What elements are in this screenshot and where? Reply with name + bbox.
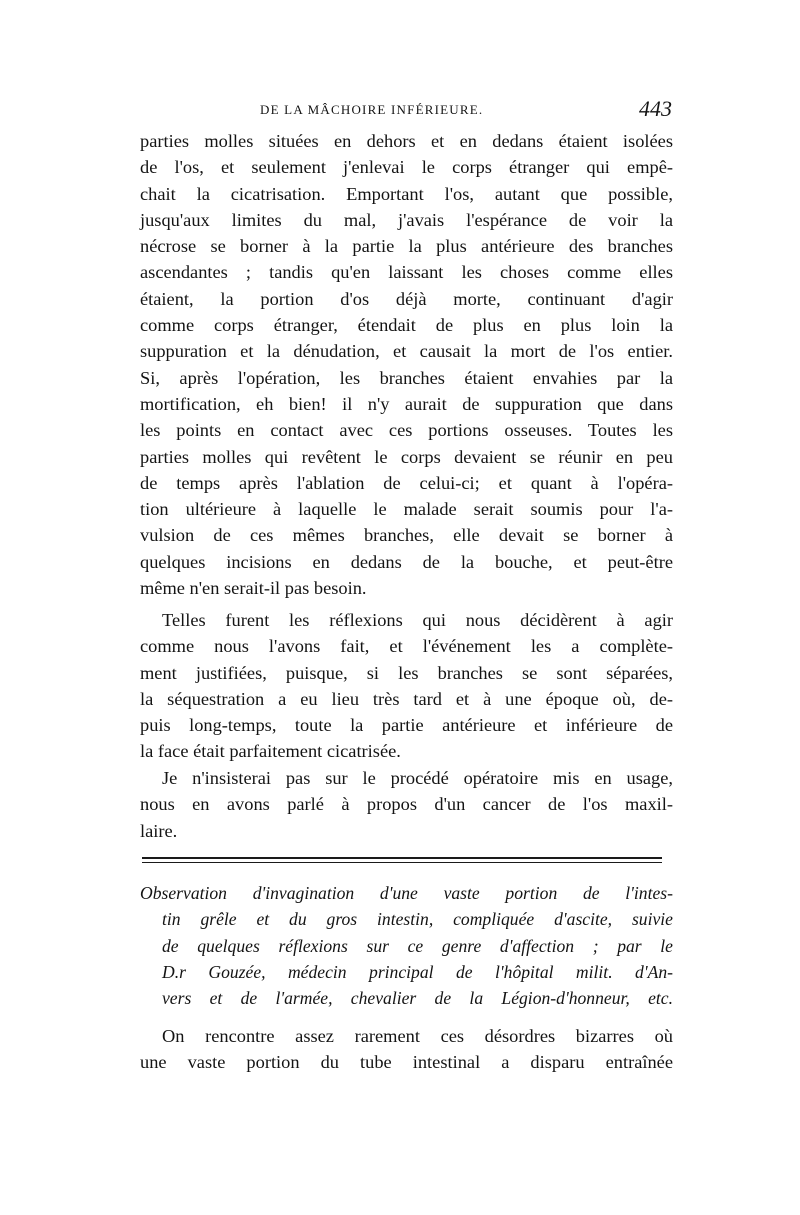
text-line: comme corps étranger, étendait de plus en plus loin la bbox=[140, 315, 673, 336]
observation-heading bbox=[140, 880, 673, 1011]
text-line: la face était parfaitement cicatrisée. bbox=[140, 741, 401, 762]
text-line: chait la cicatrisation. Emportant l'os, autant que possible, bbox=[140, 183, 673, 204]
text-line: de temps après l'ablation de celui-ci; et quant à l'opéra- bbox=[140, 472, 673, 493]
text-line: ment justifiées, puisque, si les branches se sont séparées, bbox=[140, 662, 673, 683]
text-line: les points en contact avec ces portions osseuses. Toutes les bbox=[140, 420, 673, 441]
paragraph-3 bbox=[140, 765, 673, 844]
text-line: nécrose se borner à la partie la plus antérieure des branches bbox=[140, 236, 673, 257]
text-line: une vaste portion du tube intestinal a disparu entraînée bbox=[140, 1052, 673, 1073]
running-head bbox=[132, 96, 672, 126]
text-line: Telles furent les réflexions qui nous décidèrent à agir bbox=[162, 610, 673, 630]
text-line: laire. bbox=[140, 820, 178, 841]
text-line: jusqu'aux limites du mal, j'avais l'espérance de voir la bbox=[140, 209, 673, 230]
text-line: puis long-temps, toute la partie antérieure et inférieure de bbox=[140, 715, 673, 736]
text-line: la séquestration a eu lieu très tard et à une époque où, de- bbox=[140, 688, 673, 709]
text-line: même n'en serait-il pas besoin. bbox=[140, 578, 367, 599]
section-separator bbox=[142, 857, 662, 865]
text-line: On rencontre assez rarement ces désordres bizarres où bbox=[162, 1026, 673, 1046]
text-line: mortification, eh bien! il n'y aurait de suppuration que dans bbox=[140, 393, 673, 414]
heading-line: Observation d'invagination d'une vaste portion de l'intes- bbox=[140, 883, 673, 903]
text-line: comme nous l'avons fait, et l'événement les a complète- bbox=[140, 636, 673, 657]
text-line: vulsion de ces mêmes branches, elle devait se borner à bbox=[140, 525, 673, 546]
heading-line: de quelques réflexions sur ce genre d'affection ; par le bbox=[162, 935, 673, 956]
text-line: ascendantes ; tandis qu'en laissant les choses comme elles bbox=[140, 262, 673, 283]
running-title: DE LA MÂCHOIRE INFÉRIEURE. bbox=[260, 102, 484, 117]
text-line: de l'os, et seulement j'enlevai le corps étranger qui empê- bbox=[140, 157, 673, 178]
separator-rule-thick bbox=[142, 857, 662, 859]
text-line: suppuration et la dénudation, et causait la mort de l'os entier. bbox=[140, 341, 673, 362]
separator-rule-thin bbox=[142, 862, 662, 863]
heading-line: D.r Gouzée, médecin principal de l'hôpital milit. d'An- bbox=[162, 961, 673, 982]
text-line: quelques incisions en dedans de la bouche, et peut-être bbox=[140, 551, 673, 572]
heading-line: tin grêle et du gros intestin, compliquée d'ascite, suivie bbox=[162, 909, 673, 930]
paragraph-1 bbox=[140, 128, 673, 601]
text-line: parties molles qui revêtent le corps devaient se réunir en peu bbox=[140, 446, 673, 467]
paragraph-4 bbox=[140, 1023, 673, 1076]
paragraph-2 bbox=[140, 607, 673, 765]
text-line: Si, après l'opération, les branches étaient envahies par la bbox=[140, 367, 673, 388]
text-line: parties molles situées en dehors et en dedans étaient isolées bbox=[140, 131, 673, 151]
text-line: étaient, la portion d'os déjà morte, continuant d'agir bbox=[140, 288, 673, 309]
text-line: tion ultérieure à laquelle le malade serait soumis pour l'a- bbox=[140, 499, 673, 520]
text-line: nous en avons parlé à propos d'un cancer de l'os maxil- bbox=[140, 794, 673, 815]
heading-line: vers et de l'armée, chevalier de la Légion-d'honneur, etc. bbox=[162, 988, 673, 1009]
text-line: Je n'insisterai pas sur le procédé opératoire mis en usage, bbox=[162, 768, 673, 788]
page-number: 443 bbox=[639, 96, 672, 121]
